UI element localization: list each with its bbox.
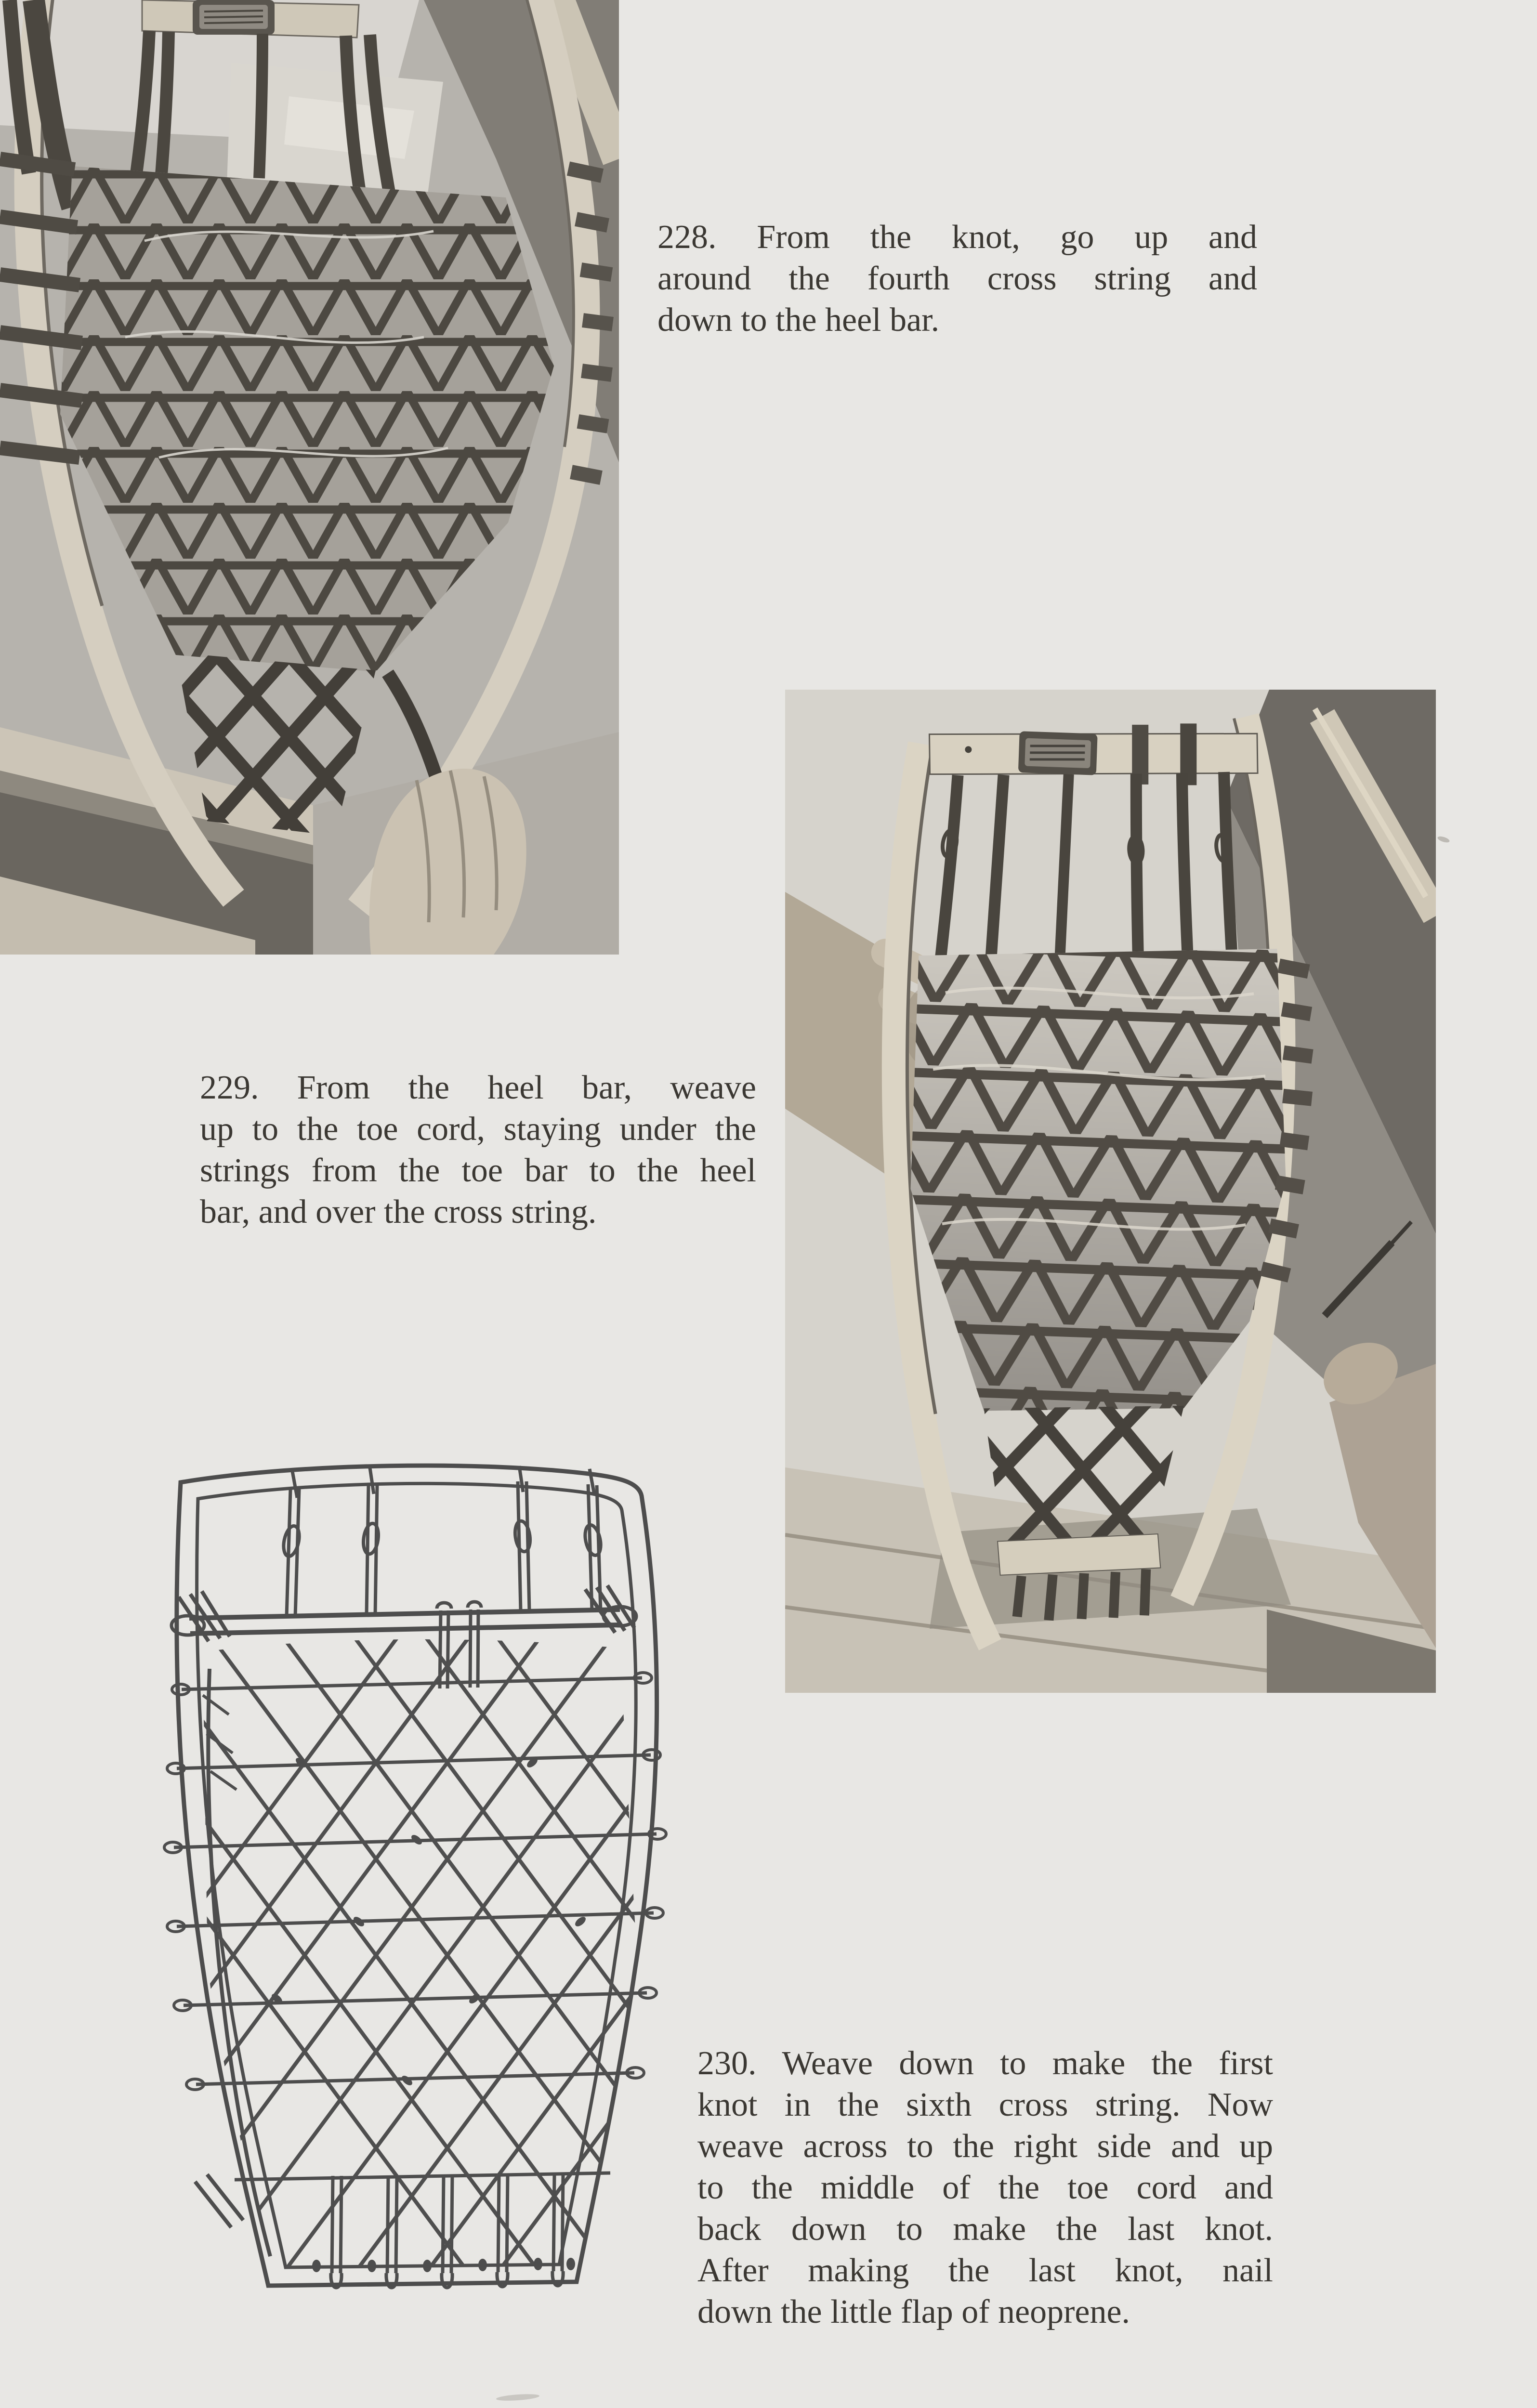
- caption-228-line-3: down to the heel bar.: [657, 301, 940, 339]
- caption-230-line-3: weave across to the right side and up: [697, 2128, 1273, 2165]
- caption-229-line-4: bar, and over the cross string.: [200, 1193, 597, 1230]
- caption-230-line-7: down the little flap of neoprene.: [697, 2293, 1130, 2330]
- caption-230-line-5: back down to make the last knot.: [697, 2211, 1273, 2248]
- drawing-snowshoe-weave-diagram: [108, 1426, 670, 2326]
- caption-230-line-4: to the middle of the toe cord and: [697, 2169, 1273, 2206]
- caption-230: [697, 2043, 1273, 2333]
- caption-228: [657, 217, 1257, 341]
- caption-230-line-1: 230. Weave down to make the first: [697, 2045, 1273, 2082]
- drawing-vertical-strings: [281, 1466, 604, 1688]
- drawing-frame-lashings: [164, 1673, 666, 2090]
- photo-top-left-image: [0, 0, 619, 955]
- photo-snowshoe-upright-right: [785, 690, 1436, 1693]
- caption-229-line-3: strings from the toe bar to the heel: [200, 1152, 756, 1189]
- caption-229-line-2: up to the toe cord, staying under the: [200, 1111, 756, 1148]
- drawing-toe-cord: [171, 1585, 636, 1641]
- photo1-maker-label: [193, 0, 275, 35]
- caption-230-line-6: After making the last knot, nail: [697, 2252, 1273, 2289]
- paper-smudge: [496, 2393, 540, 2402]
- caption-228-line-1: 228. From the knot, go up and: [657, 219, 1257, 256]
- caption-230-line-2: knot in the sixth cross string. Now: [697, 2086, 1273, 2123]
- caption-229-line-1: 229. From the heel bar, weave: [200, 1069, 756, 1106]
- paper-smudge: [1437, 835, 1450, 844]
- caption-228-line-2: around the fourth cross string and: [657, 260, 1257, 297]
- drawing-image: [108, 1426, 670, 2326]
- drawing-lattice-weave: [128, 1426, 657, 2326]
- caption-229: [200, 1067, 756, 1233]
- drawing-loose-strands: [195, 1669, 270, 2256]
- photo-snowshoe-weaving-top-left: [0, 0, 619, 955]
- photo-right-image: [785, 690, 1436, 1693]
